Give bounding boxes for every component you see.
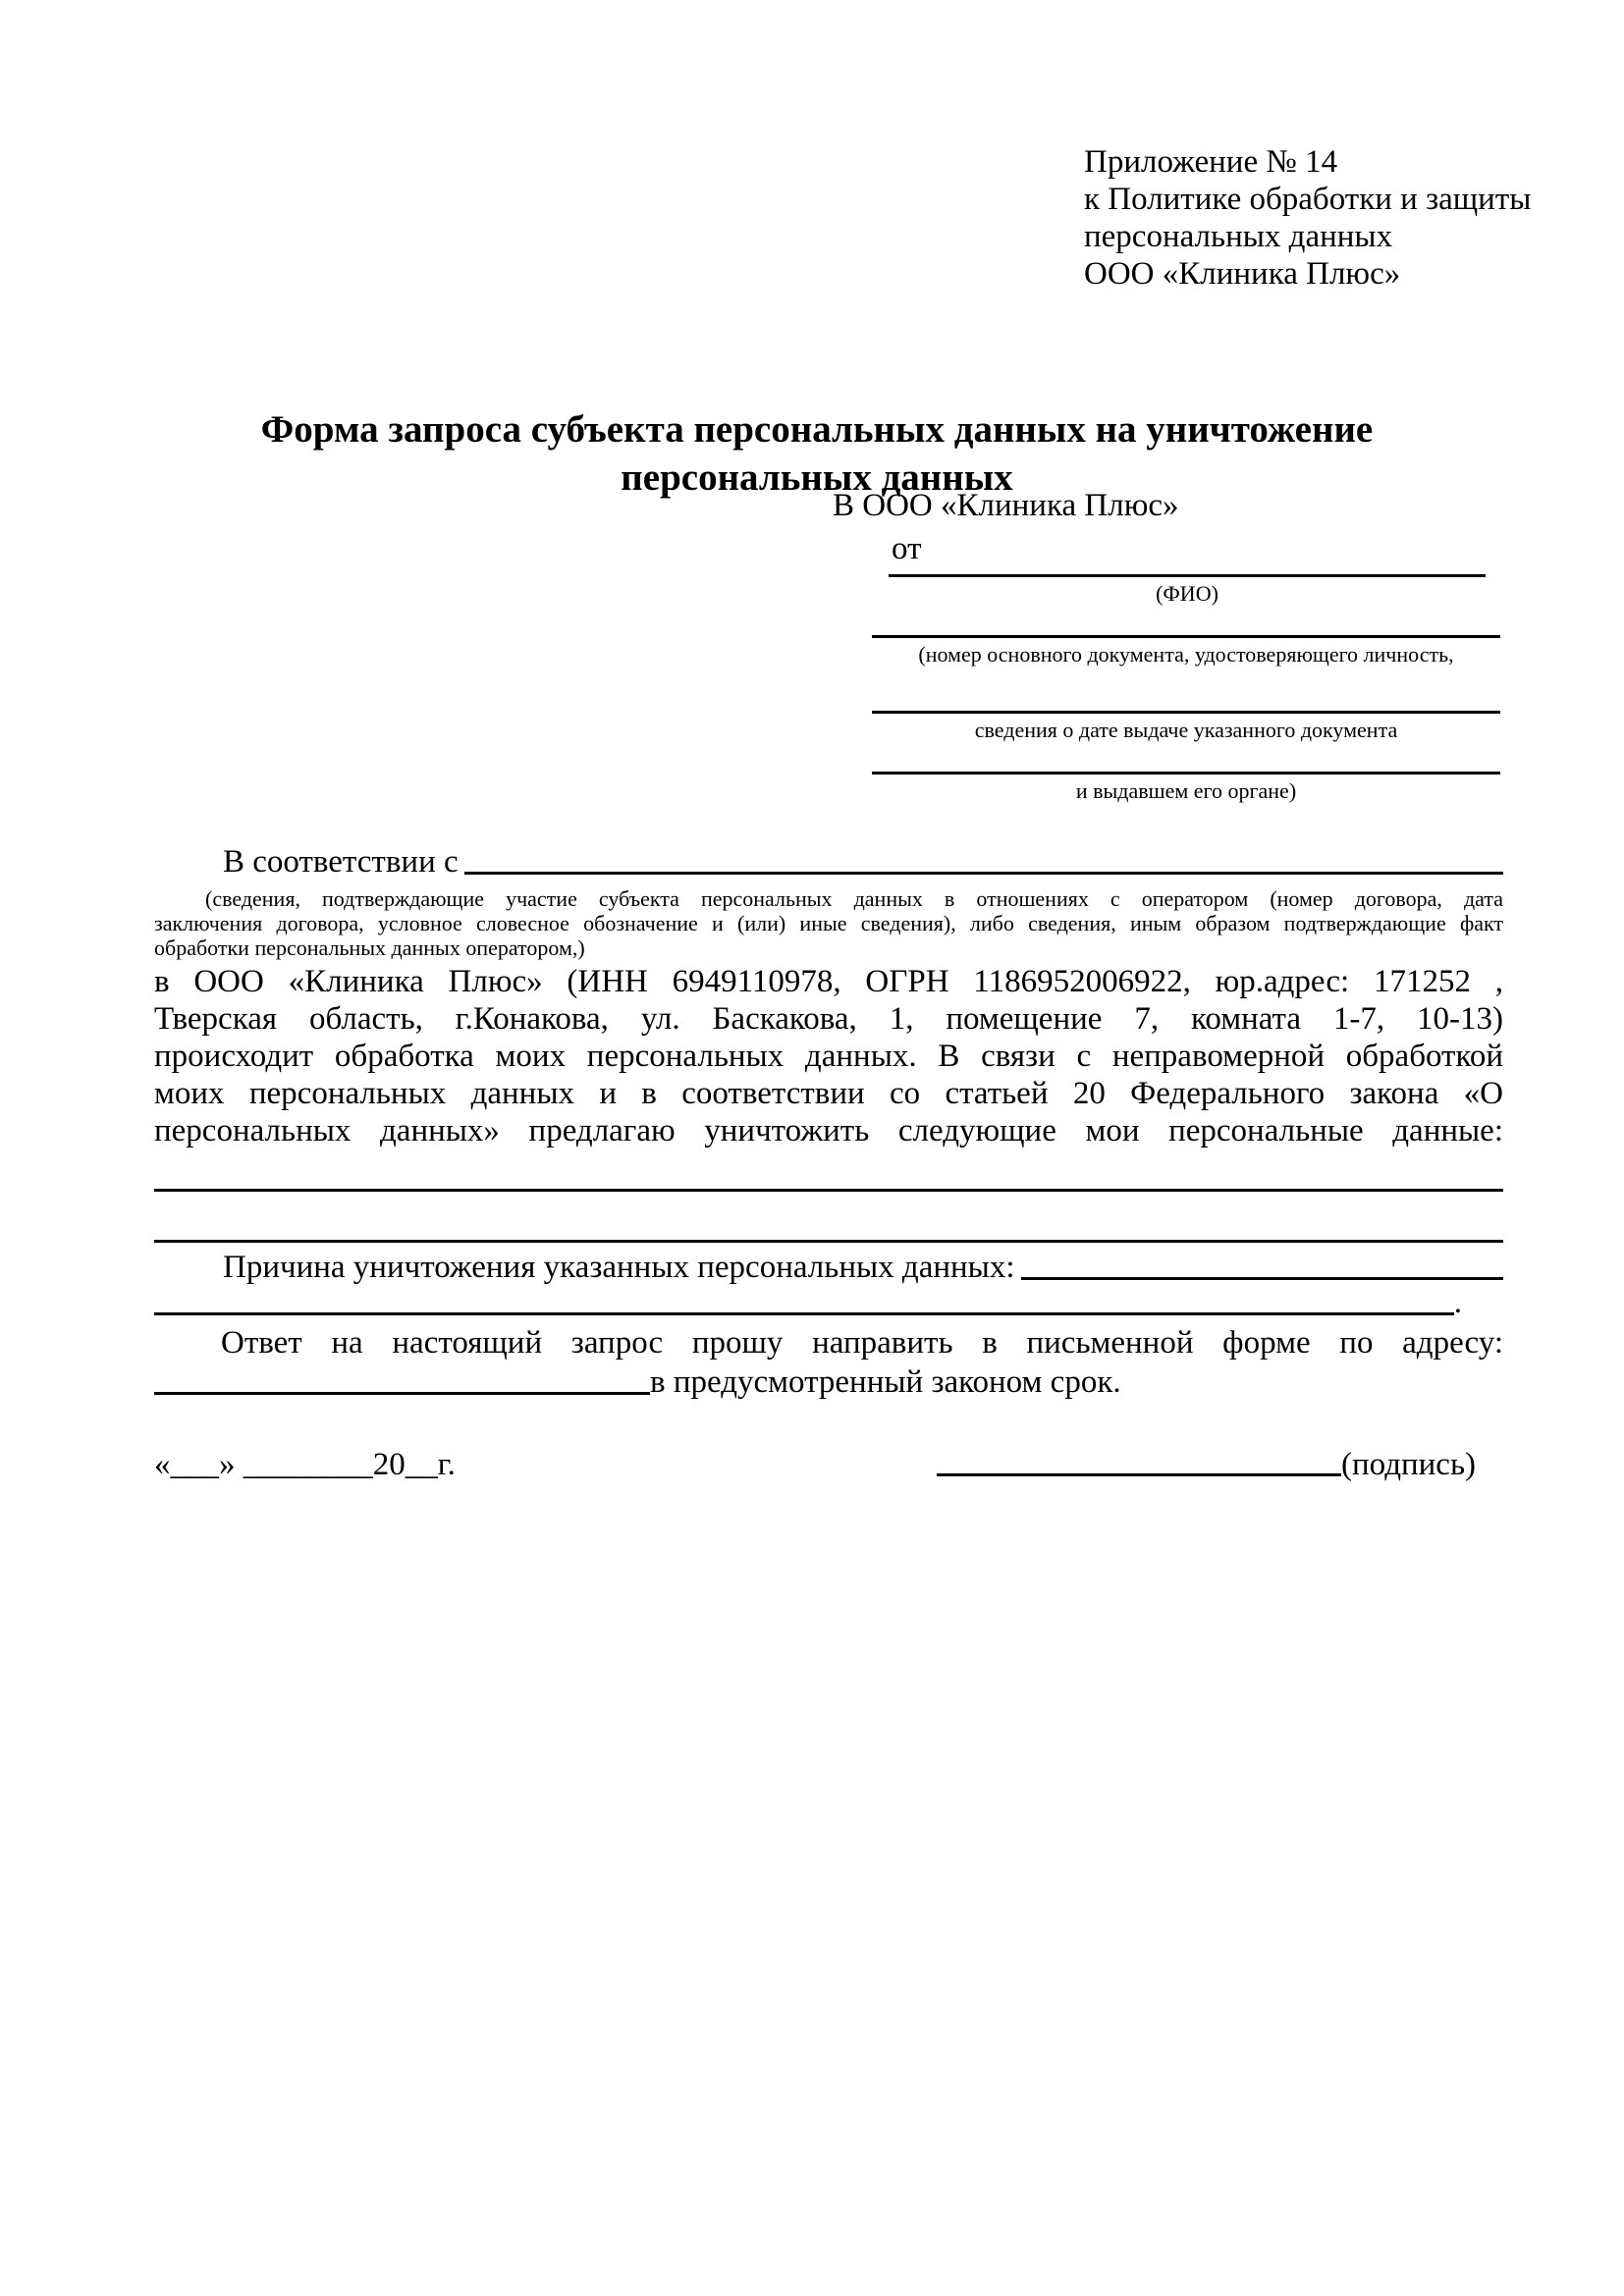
footnote-line: заключения договора, условное словесное обозначение и (или) иные сведения), либо сведения, иным образом подтверждающие факт [154, 911, 1503, 935]
doc-number-caption: (номер основного документа, удостоверяющего личность, [918, 642, 1454, 667]
fio-blank-line[interactable] [889, 574, 1486, 577]
reason-blank-line[interactable] [1021, 1277, 1503, 1280]
footnote-line: (сведения, подтверждающие участие субъекта персональных данных в отношениях с оператором (номер договора, дата [205, 886, 1503, 911]
fio-caption: (ФИО) [1156, 581, 1218, 606]
document-title-line: Форма запроса субъекта персональных данных на уничтожение [260, 408, 1374, 451]
header-note [1084, 143, 1531, 293]
document-title-line: персональных данных [621, 456, 1013, 499]
data-to-destroy-blank-line-2[interactable] [154, 1240, 1503, 1243]
footnote-line: обработки персональных данных оператором,) [154, 935, 585, 960]
accordance-lead: В соответствии с [223, 844, 459, 880]
reason-row [154, 1249, 1503, 1286]
addressee-organization: В ООО «Клиника Плюс» [833, 488, 1179, 523]
body-paragraph-line: моих персональных данных и в соответствии со статьей 20 Федерального закона «О [154, 1076, 1503, 1111]
accordance-footnote [154, 886, 1503, 960]
signature-group [937, 1446, 1476, 1483]
body-paragraph-line: происходит обработка моих персональных данных. В связи с неправомерной обработкой [154, 1039, 1503, 1074]
body-paragraph-line: в ООО «Клиника Плюс» (ИНН 6949110978, ОГРН 1186952006922, юр.адрес: 171252 , [154, 964, 1503, 999]
from-label: от [892, 531, 922, 566]
doc-issue-date-blank-line[interactable] [872, 711, 1500, 714]
answer-tail: в предусмотренный законом срок. [650, 1364, 1121, 1400]
answer-sentence: Ответ на настоящий запрос прошу направить в письменной форме по адресу: [221, 1325, 1503, 1361]
body-paragraph-line: Тверская область, г.Конакова, ул. Баскакова, 1, помещение 7, комната 1-7, 10-13) [154, 1001, 1503, 1037]
document-title [184, 405, 1450, 502]
doc-number-blank-line[interactable] [872, 635, 1500, 638]
header-note-line: персональных данных [1084, 219, 1393, 254]
signature-caption: (подпись) [1341, 1447, 1476, 1482]
accordance-blank-line[interactable] [464, 872, 1503, 875]
data-to-destroy-blank-line-1[interactable] [154, 1189, 1503, 1192]
header-note-line: ООО «Клиника Плюс» [1084, 256, 1401, 292]
reason-continuation-row [154, 1284, 1503, 1321]
signature-blank-line[interactable] [937, 1473, 1341, 1476]
header-note-line: Приложение № 14 [1084, 144, 1338, 180]
answer-address-row [154, 1363, 1503, 1401]
header-note-line: к Политике обработки и защиты [1084, 182, 1532, 217]
reason-continuation-blank-line[interactable] [154, 1312, 1454, 1315]
doc-issuer-caption: и выдавшем его органе) [1075, 778, 1297, 803]
reason-label: Причина уничтожения указанных персональных данных: [223, 1250, 1015, 1285]
footer-row [154, 1446, 1503, 1483]
sentence-period: . [1453, 1285, 1462, 1320]
accordance-row [154, 843, 1503, 881]
address-blank-line[interactable] [154, 1392, 650, 1395]
doc-issuer-blank-line[interactable] [872, 772, 1500, 774]
doc-issue-date-caption: сведения о дате выдаче указанного документа [974, 718, 1398, 742]
body-paragraph-line: персональных данных» предлагаю уничтожить следующие мои персональные данные: [154, 1113, 1503, 1148]
date-field[interactable]: «___» ________20__г. [154, 1447, 456, 1482]
body-paragraph [154, 963, 1503, 1149]
